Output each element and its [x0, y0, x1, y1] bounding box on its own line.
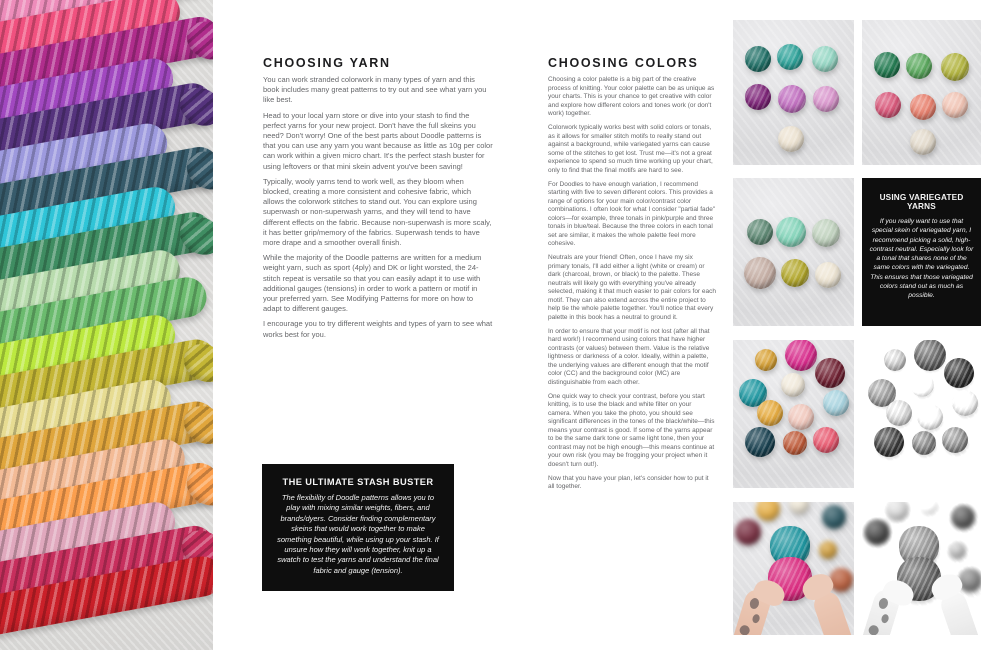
yarn-ball — [744, 257, 776, 289]
yarn-ball — [942, 427, 968, 453]
skein-end-curl — [180, 144, 213, 196]
yarn-ball — [914, 340, 946, 371]
yarn-ball — [812, 46, 838, 72]
green-pink-palette-photo — [862, 20, 981, 165]
skein-end-curl — [173, 81, 213, 133]
colorful-scatter-photo — [733, 340, 854, 488]
yarn-ball — [910, 373, 934, 397]
yarn-ball — [778, 85, 806, 113]
yarn-ball — [874, 52, 900, 78]
tattoo-mark — [751, 613, 760, 624]
yarn-ball — [783, 431, 807, 455]
teal-purple-palette-photo — [733, 20, 854, 165]
yarn-ball — [745, 46, 771, 72]
paragraph: Colorwork typically works best with solid colors or tonals, as it allows for smaller stitch motifs to really stand out against a background, while variegated yarns can cause some of the stitches to get lost. Trust me—it's not a great experience to spend so much time working up your chart, only to find that the final motifs are hard to see. — [548, 124, 713, 174]
tattoo-mark — [867, 624, 879, 635]
yarn-ball — [910, 129, 936, 155]
yarn-ball — [756, 502, 780, 521]
yarn-ball — [813, 86, 839, 112]
grayscale-scatter-photo — [862, 340, 981, 488]
yarn-ball — [781, 373, 805, 397]
yarn-ball — [941, 53, 969, 81]
paragraph: Head to your local yarn store or dive into your stash to find the perfect yarns for your new project. Don't have the full skeins you need? Don't worry! One of the best parts about Doodle patterns is that you can use any yarn you want because as little as 10g per color can work within a given micro chart. It's the perfect stash buster for using leftovers or that mini skein advent you've been saving! — [263, 110, 493, 171]
paragraph: In order to ensure that your motif is not lost (after all that hard work!) I recommend using colors that have higher contrasts (or values) between them. Value is the relative lightness or darkness of a color. Ideally, within a palette, the underlying values are different enough that the motif color (CC) and the background color (MC) are distinguishable from each other. — [548, 327, 710, 386]
yarn-ball — [822, 505, 846, 529]
yarn-ball — [952, 390, 978, 416]
yarn-ball — [948, 541, 966, 559]
variegated-yarns-callout-box — [862, 178, 981, 326]
yarn-ball — [886, 400, 912, 426]
yarn-ball — [745, 84, 771, 110]
yarn-ball — [813, 427, 839, 453]
yarn-ball — [815, 262, 841, 288]
rainbow-skeins-photo — [0, 0, 213, 650]
tattoo-mark — [880, 613, 889, 624]
skein-end-curl — [177, 337, 213, 389]
yarn-ball — [885, 502, 909, 521]
yarn-ball — [776, 217, 806, 247]
yarn-ball — [777, 44, 803, 70]
yarn-ball — [789, 502, 809, 514]
yarn-ball — [918, 502, 938, 514]
contrast-check-color-photo — [733, 502, 854, 635]
callout-title: USING VARIEGATED YARNS — [879, 193, 964, 211]
callout-title: THE ULTIMATE STASH BUSTER — [282, 477, 434, 487]
right-page-heading: CHOOSING COLORS — [548, 56, 699, 70]
yarn-ball — [781, 259, 809, 287]
yarn-ball — [864, 519, 890, 545]
yarn-ball — [910, 94, 936, 120]
yarn-ball — [788, 404, 814, 430]
right-page-text-column — [548, 76, 716, 497]
left-page-text-column — [263, 75, 493, 345]
yarn-ball — [815, 358, 845, 388]
yarn-ball — [874, 427, 904, 457]
yarn-ball — [823, 390, 849, 416]
skein-end-curl — [177, 399, 213, 451]
yarn-ball — [812, 219, 840, 247]
paragraph: For Doodles to have enough variation, I recommend starting with five to seven different colors. This provides a range of options for your main color/contrast color combinations. I often look for what I consider "partial fade" colors—for example, three tonals in pink/purple and three tonals in blue/teal. Because the three colors in each tonal set are similar, it makes the whole palette feel more cohesive. — [548, 180, 716, 247]
callout-body: The flexibility of Doodle patterns allows you to play with mixing similar weights, fibers, and brands/dyers. Consider finding complementary skeins that would work together to make something beautiful, while using up your stash. If unsure how they will work together, knit up a swatch to test the yarns and understand the final fabric and gauge (tension). — [277, 493, 439, 575]
yarn-ball — [951, 505, 975, 529]
paragraph: One quick way to check your contrast, before you start knitting, is to use the black and white filter on your camera. When you take the photo, you should see significant differences in the tones of the black/white—this means your contrast is good. If some of the yarns appear to be the same dark tone or same light tone, then your contrast may not be high enough—this means continue at your own risk (you may be frogging your project when it doesn't turn out!). — [548, 392, 715, 468]
sage-neutral-palette-photo — [733, 178, 854, 326]
yarn-ball — [785, 340, 817, 371]
paragraph: I encourage you to try different weights and types of yarn to see what works best for you. — [263, 319, 493, 339]
yarn-ball — [906, 53, 932, 79]
paragraph: Typically, wooly yarns tend to work well, as they bloom when blocked, creating a more consistent and cohesive fabric, which allows the colorwork stitches to stand out. You can explore using superwash or non-superwash yarns, and they will tend to have different effects on the fabric. Because non-superwash is more scaly, it has better grip/memory of the fabrics. Superwash tends to have more drape and a smoother overall finish. — [263, 176, 492, 248]
yarn-ball — [917, 404, 943, 430]
yarn-ball — [884, 349, 906, 371]
yarn-ball — [755, 349, 777, 371]
yarn-ball — [778, 126, 804, 152]
yarn-ball — [757, 400, 783, 426]
yarn-ball — [747, 219, 773, 245]
tattoo-mark — [738, 624, 750, 635]
stash-buster-callout-box — [262, 464, 454, 591]
skein-end-curl — [180, 14, 213, 66]
paragraph: You can work stranded colorwork in many types of yarn and this book includes many great patterns to try out and see what yarn you like best. — [263, 75, 487, 105]
callout-body: If you really want to use that special skein of variegated yarn, I recommend picking a solid, high-contrast neutral. Especially look for a tonal that shares none of the same colors with the variegated. This ensures that those variegated colors stand out as much as possible. — [869, 218, 974, 300]
paragraph: While the majority of the Doodle patterns are written for a medium weight yarn, such as sport (4ply) and DK or light worsted, the 24-stitch repeat is versatile so that you can easily adapt it to use with additional gauges (tensions) in order to work a pattern or motif in your preferred yarn. See Modifying Patterns for more on how to adapt to different gauges. — [263, 253, 482, 314]
yarn-ball — [875, 92, 901, 118]
yarn-ball — [819, 541, 837, 559]
paragraph: Choosing a color palette is a big part of the creative process of knitting. Your color palette can be as unique as your charts. This is your chance to get creative with color and explore how different colors and tones work (or don't work) together. — [548, 76, 715, 117]
paragraph: Now that you have your plan, let's consider how to put it all together. — [548, 474, 709, 490]
paragraph: Neutrals are your friend! Often, once I have my six primary tonals, I'll add either a light (white or cream) or dark (charcoal, brown, or black) to the palette. These neutrals will likely go with everything you've already selected, making it that much easier to pair colors for each motif. They can also extend across the entire project to help tie the whole palette together. You'll notice that every palette in this book has a neutral to ground it. — [548, 254, 716, 321]
skein-end-curl — [180, 460, 213, 512]
yarn-ball — [942, 92, 968, 118]
yarn-ball — [745, 427, 775, 457]
yarn-ball — [944, 358, 974, 388]
yarn-ball — [912, 431, 936, 455]
yarn-ball — [735, 519, 761, 545]
contrast-check-grayscale-photo — [862, 502, 981, 635]
skein-end-curl — [173, 210, 213, 262]
left-page-heading: CHOOSING YARN — [263, 56, 391, 70]
